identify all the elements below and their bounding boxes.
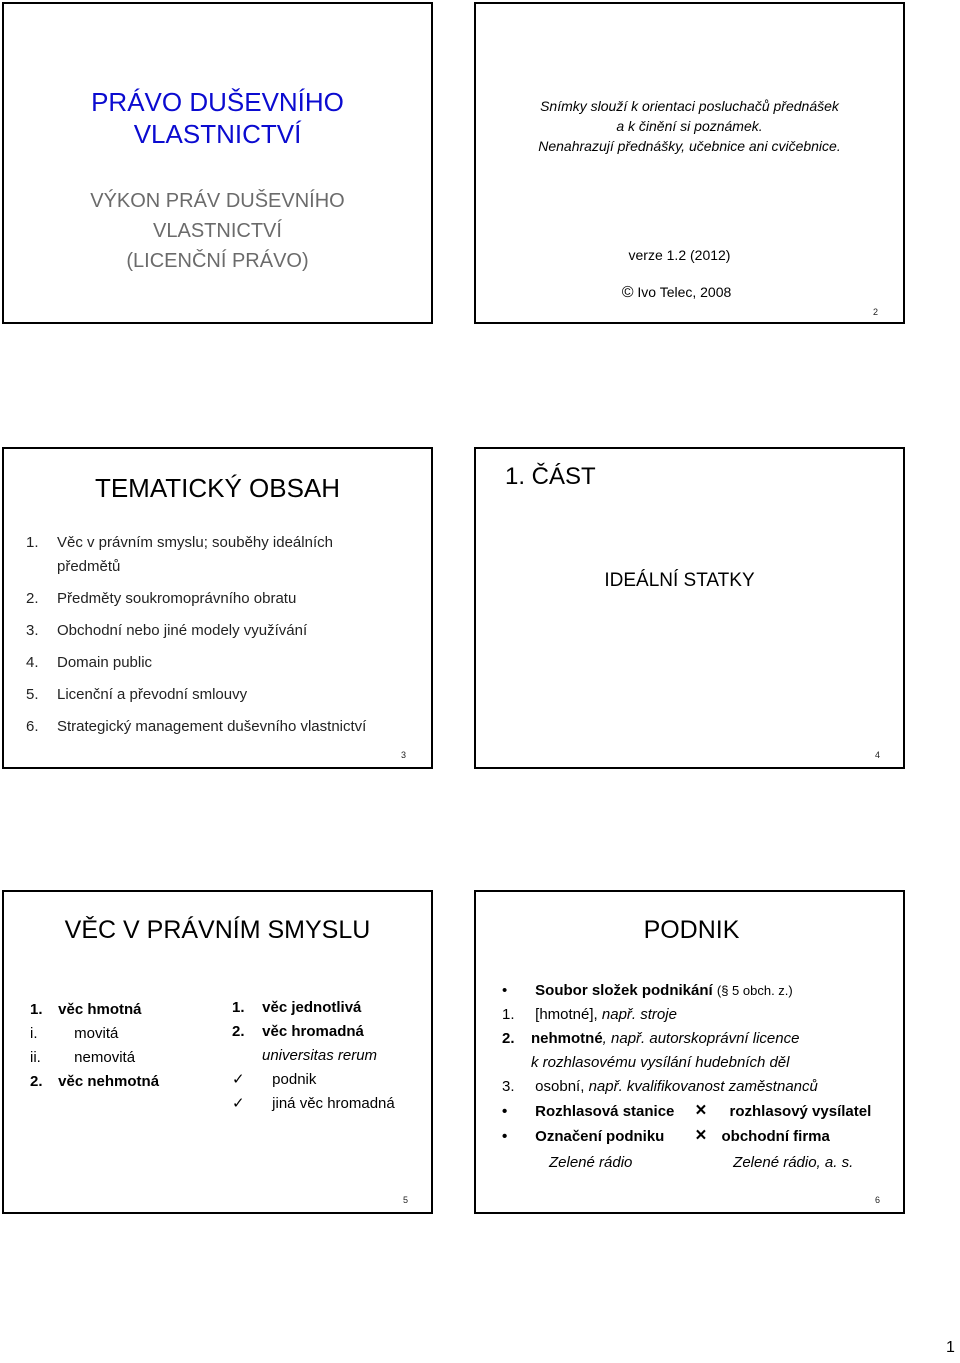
slide-6-title: PODNIK bbox=[643, 916, 740, 944]
list-num: i. bbox=[30, 1025, 38, 1042]
topic-text: Licenční a převodní smlouvy bbox=[57, 686, 248, 703]
list-num: 2. bbox=[232, 1023, 245, 1040]
list-num: ii. bbox=[30, 1049, 41, 1066]
slide-2-note-line: Nenahrazují přednášky, učebnice ani cvičebnice. bbox=[538, 138, 841, 154]
topic-text-line: předmětů bbox=[57, 558, 121, 575]
slide-1-title-line: VLASTNICTVÍ bbox=[133, 119, 302, 149]
check-text: jiná věc hromadná bbox=[272, 1095, 395, 1112]
row-bold: nehmotné bbox=[531, 1030, 603, 1047]
slide-1-subtitle-line: VLASTNICTVÍ bbox=[153, 220, 282, 242]
list-item bbox=[30, 1022, 159, 1046]
row-italic: , např. autorskoprávní licence bbox=[602, 1030, 800, 1047]
list-num: 1. bbox=[30, 1001, 43, 1018]
topic-num: 3. bbox=[26, 622, 39, 639]
topic-num: 2. bbox=[26, 590, 39, 607]
check-icon: ✓ bbox=[232, 1095, 245, 1112]
slide-1-title-line: PRÁVO DUŠEVNÍHO bbox=[91, 87, 344, 117]
slide-2-note-line: Snímky slouží k orientaci posluchačů přednášek bbox=[540, 98, 839, 114]
topic-item bbox=[26, 619, 426, 643]
slide-5 bbox=[2, 890, 433, 1214]
slide-3-title: TEMATICKÝ OBSAH bbox=[94, 473, 341, 503]
list-item bbox=[232, 1020, 395, 1044]
bullet-icon: • bbox=[502, 1103, 508, 1120]
row-text: osobní, bbox=[535, 1078, 585, 1095]
check-item bbox=[232, 1092, 395, 1116]
page-number: 1 bbox=[946, 1339, 955, 1356]
slide-2-version: verze 1.2 (2012) bbox=[628, 247, 731, 263]
slide-4-number: 4 bbox=[875, 750, 881, 760]
slide-6-content bbox=[502, 979, 902, 1175]
list-item bbox=[30, 1070, 159, 1094]
example-left: Zelené rádio bbox=[549, 1154, 633, 1171]
slide-1 bbox=[2, 2, 433, 324]
list-text: movitá bbox=[74, 1025, 119, 1042]
topic-item bbox=[26, 531, 426, 579]
slide-1-subtitle-line: VÝKON PRÁV DUŠEVNÍHO bbox=[90, 190, 345, 212]
slide-1-title bbox=[4, 86, 431, 150]
bullet-icon: • bbox=[502, 982, 508, 999]
topic-num: 4. bbox=[26, 654, 39, 671]
list-item bbox=[30, 1046, 159, 1070]
list-text: věc hromadná bbox=[262, 1023, 364, 1040]
slide-6-number: 6 bbox=[875, 1195, 881, 1205]
slide-6 bbox=[474, 890, 905, 1214]
latin-term: universitas rerum bbox=[262, 1047, 378, 1064]
row-left: Označení podniku bbox=[535, 1128, 665, 1145]
slide-5-title: VĚC V PRÁVNÍM SMYSLU bbox=[64, 916, 371, 944]
example-right: Zelené rádio, a. s. bbox=[733, 1154, 854, 1171]
list-text: věc hmotná bbox=[58, 1001, 142, 1018]
slide-2 bbox=[474, 2, 905, 324]
row-right: rozhlasový vysílatel bbox=[729, 1103, 872, 1120]
bullet-icon: • bbox=[502, 1128, 508, 1145]
bullet-row bbox=[502, 979, 902, 1003]
row-num: 1. bbox=[502, 1006, 515, 1023]
slide-1-subtitle-line: (LICENČNÍ PRÁVO) bbox=[126, 250, 309, 272]
bullet-row bbox=[502, 1124, 902, 1149]
copyright-icon: © bbox=[621, 284, 634, 301]
topic-text bbox=[57, 531, 333, 579]
continuation-row bbox=[502, 1051, 902, 1075]
slide-2-copyright bbox=[476, 284, 877, 302]
slide-3-number: 3 bbox=[401, 750, 407, 760]
topic-text: Obchodní nebo jiné modely využívání bbox=[57, 622, 308, 639]
row-num: 2. bbox=[502, 1030, 515, 1047]
list-text: věc jednotlivá bbox=[262, 999, 362, 1016]
numbered-row bbox=[502, 1075, 902, 1099]
check-text: podnik bbox=[272, 1071, 317, 1088]
numbered-row bbox=[502, 1027, 902, 1051]
row-text: [hmotné], bbox=[535, 1006, 598, 1023]
cross-icon: × bbox=[695, 1125, 707, 1146]
list-item bbox=[30, 998, 159, 1022]
slide-5-left-list bbox=[30, 998, 159, 1094]
row-right: obchodní firma bbox=[721, 1128, 830, 1145]
check-icon: ✓ bbox=[232, 1071, 245, 1088]
slide-2-author: Ivo Telec, 2008 bbox=[637, 284, 732, 300]
row-num: 3. bbox=[502, 1078, 515, 1095]
topic-text-line: Věc v právním smyslu; souběhy ideálních bbox=[57, 534, 333, 551]
topic-text: Předměty soukromoprávního obratu bbox=[57, 590, 297, 607]
list-num: 1. bbox=[232, 999, 245, 1016]
bullet-row bbox=[502, 1099, 902, 1124]
list-text: nemovitá bbox=[74, 1049, 136, 1066]
topic-num: 6. bbox=[26, 718, 39, 735]
row-left: Rozhlasová stanice bbox=[535, 1103, 675, 1120]
slide-1-subtitle bbox=[4, 186, 431, 276]
check-item bbox=[232, 1068, 395, 1092]
row-rest: (§ 5 obch. z.) bbox=[716, 983, 793, 998]
example-row bbox=[502, 1151, 902, 1175]
row-italic: např. kvalifikovanost zaměstnanců bbox=[588, 1078, 818, 1095]
topic-num: 1. bbox=[26, 534, 39, 551]
row-bold: Soubor složek podnikání bbox=[535, 982, 713, 999]
row-italic: k rozhlasovému vysílání hudebních děl bbox=[531, 1054, 790, 1071]
topic-text: Domain public bbox=[57, 654, 153, 671]
topic-text: Strategický management duševního vlastnictví bbox=[57, 718, 367, 735]
slide-4-subtitle: IDEÁLNÍ STATKY bbox=[604, 570, 755, 591]
slide-5-number: 5 bbox=[403, 1195, 409, 1205]
slide-2-note-line: a k činění si poznámek. bbox=[616, 118, 763, 134]
slide-3-list bbox=[26, 531, 426, 739]
slide-5-right-list bbox=[232, 996, 395, 1116]
slide-2-note bbox=[476, 96, 903, 156]
slide-2-number: 2 bbox=[873, 307, 879, 317]
row-italic: např. stroje bbox=[601, 1006, 677, 1023]
list-num: 2. bbox=[30, 1073, 43, 1090]
cross-icon: × bbox=[695, 1100, 707, 1121]
slide-4-title: 1. ČÁST bbox=[505, 463, 596, 490]
topic-item bbox=[26, 715, 426, 739]
topic-item bbox=[26, 683, 426, 707]
numbered-row bbox=[502, 1003, 902, 1027]
topic-item bbox=[26, 587, 426, 611]
list-text: věc nehmotná bbox=[58, 1073, 160, 1090]
topic-num: 5. bbox=[26, 686, 39, 703]
topic-item bbox=[26, 651, 426, 675]
slide-3 bbox=[2, 447, 433, 769]
slide-4 bbox=[474, 447, 905, 769]
list-item bbox=[232, 996, 395, 1020]
